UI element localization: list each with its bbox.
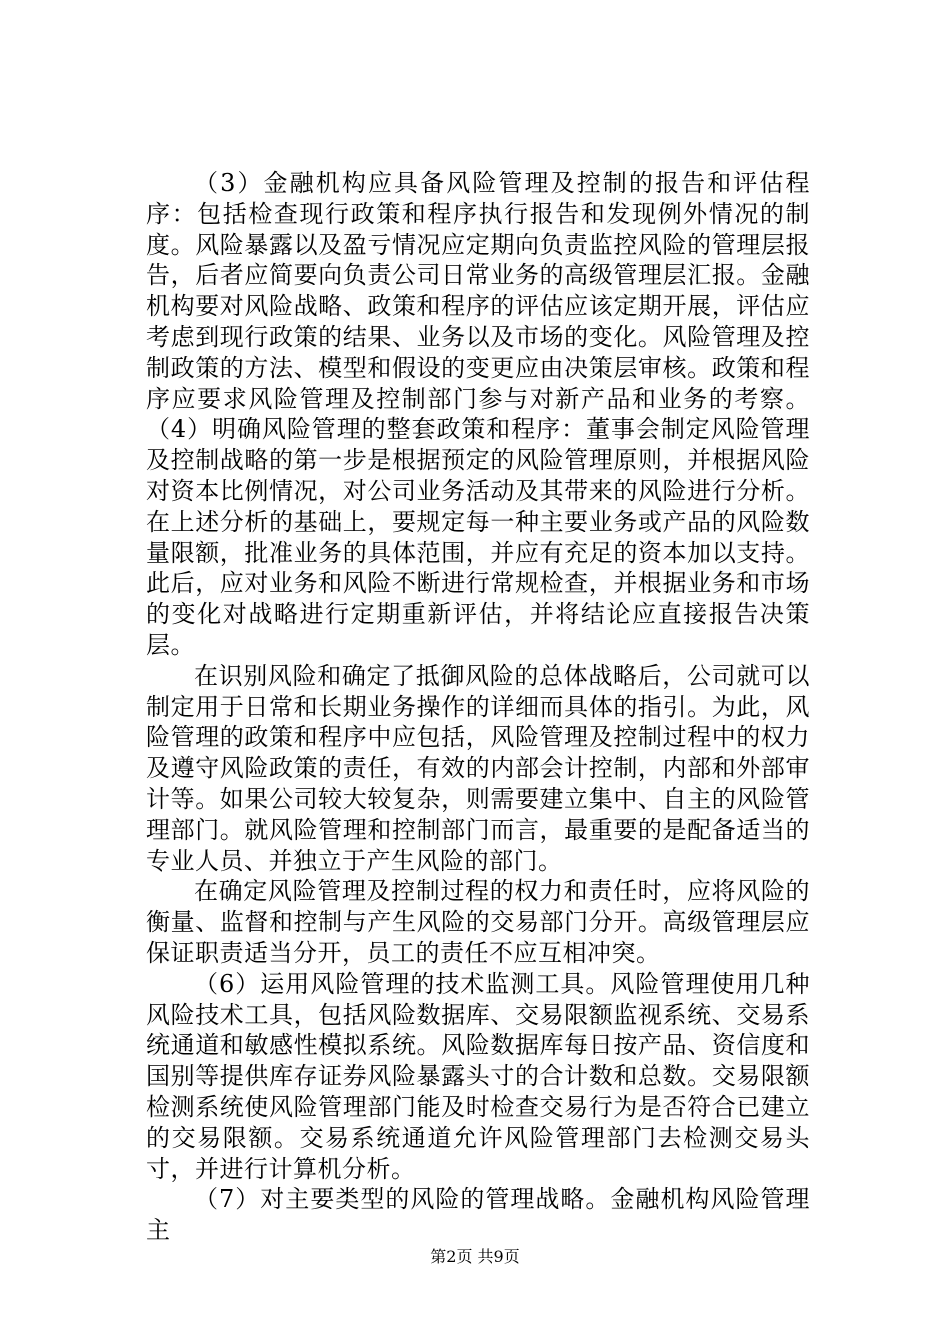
paragraph-4: （6）运用风险管理的技术监测工具。风险管理使用几种风险技术工具，包括风险数据库、交易限额监视系统、交易系统通道和敏感性模拟系统。风险数据库每日按产品、资信度和国别等提供库存证券风险暴露头寸的合计数和总数。交易限额检测系统使风险管理部门能及时检查交易行为是否符合已建立的交易限额。交易系统通道允许风险管理部门去检测交易头寸，并进行计算机分析。 [146, 969, 810, 1183]
paragraph-5: （7）对主要类型的风险的管理战略。金融机构风险管理主 [146, 1185, 810, 1245]
paragraph-1: （3）金融机构应具备风险管理及控制的报告和评估程序：包括检查现行政策和程序执行报告和发现例外情况的制度。风险暴露以及盈亏情况应定期向负责监控风险的管理层报告，后者应简要向负责公司日常业务的高级管理层汇报。金融机构要对风险战略、政策和程序的评估应该定期开展，评估应考虑到现行政策的结果、业务以及市场的变化。风险管理及控制政策的方法、模型和假设的变更应由决策层审核。政策和程序应要求风险管理及控制部门参与对新产品和业务的考察。（4）明确风险管理的整套政策和程序：董事会制定风险管理及控制战略的第一步是根据预定的风险管理原则，并根据风险对资本比例情况，对公司业务活动及其带来的风险进行分析。在上述分析的基础上，要规定每一种主要业务或产品的风险数量限额，批准业务的具体范围，并应有充足的资本加以支持。此后，应对业务和风险不断进行常规检查，并根据业务和市场的变化对战略进行定期重新评估，并将结论应直接报告决策层。 [146, 169, 810, 659]
document-body [146, 168, 810, 1246]
paragraph-2: 在识别风险和确定了抵御风险的总体战略后，公司就可以制定用于日常和长期业务操作的详细而具体的指引。为此，风险管理的政策和程序中应包括，风险管理及控制过程中的权力及遵守风险政策的责任，有效的内部会计控制，内部和外部审计等。如果公司较大较复杂，则需要建立集中、自主的风险管理部门。就风险管理和控制部门而言，最重要的是配备适当的专业人员、并独立于产生风险的部门。 [146, 661, 810, 875]
page-number-footer: 第2页 共9页 [430, 1247, 520, 1266]
paragraph-3: 在确定风险管理及控制过程的权力和责任时，应将风险的衡量、监督和控制与产生风险的交易部门分开。高级管理层应保证职责适当分开，员工的责任不应互相冲突。 [146, 877, 810, 967]
